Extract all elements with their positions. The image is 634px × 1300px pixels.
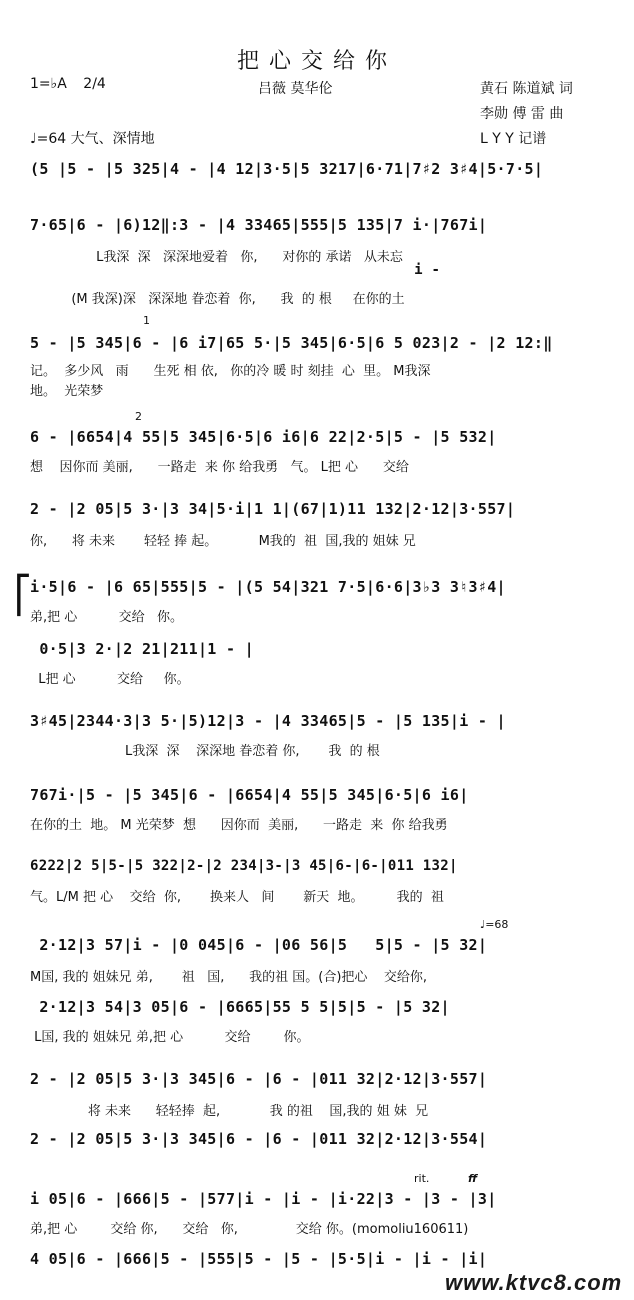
notation-alt-2: i - — [30, 262, 441, 278]
lyric-line-7: L我深 深 深深地 眷恋着 你, 我 的 根 — [30, 744, 380, 759]
singers: 吕薇 莫华伦 — [258, 81, 333, 97]
lyric-line-6: 弟,把 心 交给 你。 — [30, 610, 183, 625]
tempo-marking: ♩=64 大气、深情地 — [30, 131, 155, 147]
lyric-line-3: 记。 多少风 雨 生死 相 依, 你的冷 暖 时 刻挂 心 里。 M我深 — [30, 364, 431, 379]
lyric-line-4: 想 因你而 美丽, 一路走 来 你 给我勇 气。 L把 心 交给 — [30, 460, 409, 475]
lyric-line-11: 将 未来 轻轻捧 起, 我 的祖 国,我的 姐 妹 兄 — [30, 1104, 429, 1119]
key-text: 1=♭A — [30, 76, 67, 92]
notation-line-12b: 4 05|6 - |666|5 - |555|5 - |5 - |5·5|i - |i - |i| — [30, 1250, 488, 1268]
song-title: 把心交给你 — [236, 49, 397, 74]
ritardando: rit. — [414, 1172, 430, 1185]
tempo-change: ♩=68 — [480, 918, 509, 931]
notation-line-10b: 2·12|3 54|3 05|6 - |6665|55 5 5|5|5 - |5 32| — [30, 998, 450, 1016]
notation-line-3: 5 - |5 345|6 - |6 i7|65 5·|5 345|6·5|6 5 023|2 - |2 12:‖ — [30, 334, 553, 352]
volta-2: 2 — [135, 410, 142, 423]
composer: 李勋 傅 雷 曲 — [480, 106, 564, 122]
notation-line-9: 6222|2 5|5-|5 322|2-|2 234|3-|3 45|6-|6-|011 132| — [30, 858, 458, 874]
key-signature — [30, 76, 106, 92]
notation-line-5: 2 - |2 05|5 3·|3 34|5·i|1 1|(67|1)11 132|2·12|3·557| — [30, 500, 516, 518]
lyric-line-6b: L把 心 交给 你。 — [30, 672, 190, 687]
fortissimo-mark: ff — [468, 1172, 478, 1185]
lyric-line-3b: 地。 光荣梦 — [30, 384, 104, 399]
lyric-line-2: L我深 深 深深地爱着 你, 对你的 承诺 从未忘 — [30, 250, 403, 265]
lyric-line-9: 气。L/M 把 心 交给 你, 换来人 间 新天 地。 我的 祖 — [30, 890, 444, 905]
notation-line-12: i 05|6 - |666|5 - |577|i - |i - |i·22|3 - |3 - |3| — [30, 1190, 497, 1208]
time-signature: 2/4 — [83, 76, 106, 92]
notation-line-7: 3♯45|2344·3|3 5·|5)12|3 - |4 33465|5 - |5 135|i - | — [30, 712, 506, 730]
notation-line-6b: 0·5|3 2·|2 21|211|1 - | — [30, 640, 254, 658]
notation-line-1: (5 |5 - |5 325|4 - |4 12|3·5|5 3217|6·71|7♯2 3♯4|5·7·5| — [30, 160, 544, 178]
notation-line-8: 767i·|5 - |5 345|6 - |6654|4 55|5 345|6·5|6 i6| — [30, 786, 469, 804]
lyric-line-2b: (M 我深)深 深深地 眷恋着 你, 我 的 根 在你的土 — [30, 292, 405, 307]
notation-line-4: 6 - |6654|4 55|5 345|6·5|6 i6|6 22|2·5|5 - |5 532| — [30, 428, 497, 446]
notation-line-6: i·5|6 - |6 65|555|5 - |(5 54|321 7·5|6·6|3♭3 3♮3♯4| — [30, 578, 506, 596]
lyric-line-10b: L国, 我的 姐妹兄 弟,把 心 交给 你。 — [30, 1030, 310, 1045]
notation-line-11: 2 - |2 05|5 3·|3 345|6 - |6 - |011 32|2·12|3·557| — [30, 1070, 488, 1088]
notation-line-10: 2·12|3 57|i - |0 045|6 - |06 56|5 5|5 - |5 32| — [30, 936, 488, 954]
lyric-line-8: 在你的土 地。 M 光荣梦 想 因你而 美丽, 一路走 来 你 给我勇 — [30, 818, 448, 833]
volta-1: 1 — [143, 314, 150, 327]
notation-credit: L Y Y 记谱 — [480, 131, 547, 147]
lyricist: 黄石 陈道斌 词 — [480, 81, 573, 97]
lyric-line-5: 你, 将 未来 轻轻 捧 起。 M我的 祖 国,我的 姐妹 兄 — [30, 534, 416, 549]
lyric-line-10: M国, 我的 姐妹兄 弟, 祖 国, 我的祖 国。(合)把心 交给你, — [30, 970, 428, 985]
notation-line-11b: 2 - |2 05|5 3·|3 345|6 - |6 - |011 32|2·12|3·554| — [30, 1130, 488, 1148]
notation-line-2: 7·65|6 - |6)12‖:3 - |4 33465|555|5 135|7 i·|767i| — [30, 216, 488, 234]
site-watermark: www.ktvc8.com — [445, 1270, 623, 1295]
lyric-line-12: 弟,把 心 交给 你, 交给 你, 交给 你。(momoliu160611) — [30, 1222, 469, 1237]
brace-1: ⎡ — [14, 575, 32, 616]
